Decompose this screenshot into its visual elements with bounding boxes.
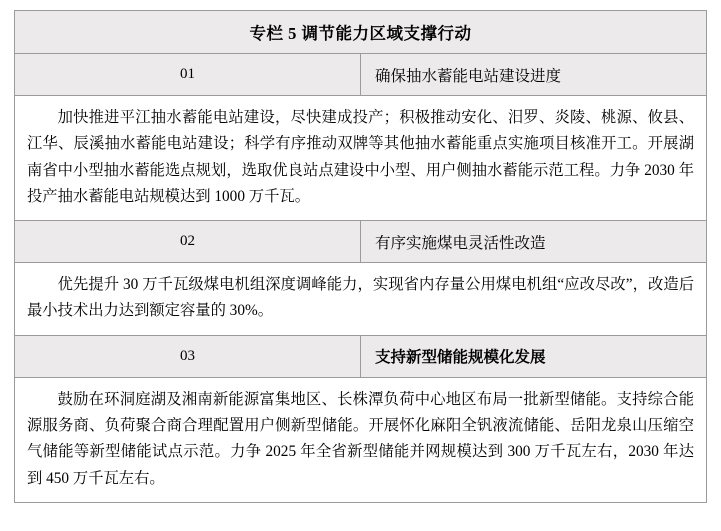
item-body-text-02: 优先提升 30 万千瓦级煤电机组深度调峰能力，实现省内存量公用煤电机组“应改尽改”，改造后最小技术出力达到额定容量的 30%。 [27,276,694,320]
column-box-table [14,10,707,503]
item-number-02: 02 [15,221,361,263]
item-body-text-01: 加快推进平江抽水蓄能电站建设，尽快建成投产；积极推动安化、汨罗、炎陵、桃源、攸县、江华、辰溪抽水蓄能电站建设；科学有序推动双牌等其他抽水蓄能重点实施项目核准开工。开展湖南省中小型抽水蓄能选点规划，选取优良站点建设中小型、用户侧抽水蓄能示范工程。力争 2030 年投产抽水蓄能电站规模达到 1000 万千瓦。 [27,109,694,205]
title-row [15,11,707,54]
item-body-text-03: 鼓励在环洞庭湖及湘南新能源富集地区、长株潭负荷中心地区布局一批新型储能。支持综合能源服务商、负荷聚合商合理配置用户侧新型储能。开展怀化麻阳全钒液流储能、岳阳龙泉山压缩空气储能等新型储能试点示范。力争 2025 年全省新型储能并网规模达到 300 万千瓦左右，2030 年达到 450 万千瓦左右。 [27,390,694,487]
item-heading-row-3 [15,335,707,377]
item-body-01 [15,96,707,221]
item-body-02 [15,263,707,336]
item-body-row-1 [15,96,707,221]
item-number-01: 01 [15,54,361,96]
item-number-03: 03 [15,335,361,377]
item-heading-03: 支持新型储能规模化发展 [361,335,707,377]
page-title: 专栏 5 调节能力区域支撑行动 [15,11,707,54]
item-body-03 [15,377,707,502]
item-heading-01: 确保抽水蓄能电站建设进度 [361,54,707,96]
item-body-row-3 [15,377,707,502]
item-heading-row-2 [15,221,707,263]
item-heading-row-1 [15,54,707,96]
item-body-row-2 [15,263,707,336]
item-heading-02: 有序实施煤电灵活性改造 [361,221,707,263]
